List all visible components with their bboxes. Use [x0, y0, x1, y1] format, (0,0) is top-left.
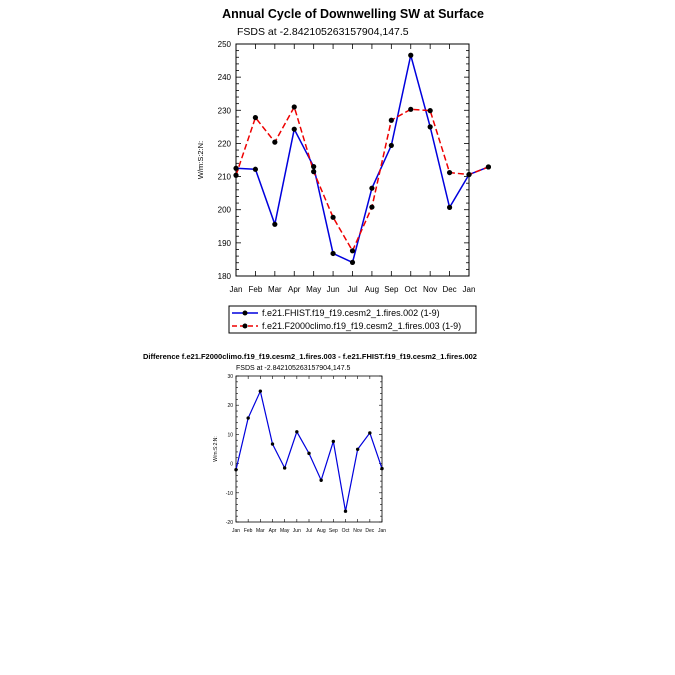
chart1-plot-frame: [236, 44, 469, 276]
series-1-point: [253, 115, 258, 120]
chart2-ticks: [226, 374, 386, 534]
y-tick-label: 230: [217, 106, 231, 116]
x-tick-label-aug: Aug: [316, 528, 326, 534]
y-tick-label: 220: [217, 139, 231, 149]
y-tick-label: -20: [225, 520, 233, 526]
series-0-point: [428, 124, 433, 129]
x-tick-label-jul: Jul: [347, 285, 358, 294]
legend-entry-fhist: [232, 308, 440, 318]
series-line-0: [236, 55, 488, 262]
legend-marker-fhist: [243, 311, 248, 316]
y-tick-label: 250: [217, 40, 231, 49]
series-1-point: [369, 204, 374, 209]
x-tick-label-jul: Jul: [305, 528, 313, 534]
series-1-point: [466, 172, 471, 177]
series-1-point: [447, 170, 452, 175]
series-0-point: [233, 166, 238, 171]
series-0-point: [350, 260, 355, 265]
x-tick-label-feb: Feb: [248, 285, 263, 294]
series-0-point: [369, 186, 374, 191]
series-0-point: [295, 430, 298, 433]
series-0-point: [389, 143, 394, 148]
difference-chart: [143, 352, 477, 534]
x-tick-label-may: May: [306, 285, 322, 294]
y-tick-label: 240: [217, 73, 231, 83]
series-line-1: [236, 107, 488, 251]
x-tick-label-jan: Jan: [377, 528, 387, 534]
series-1-point: [311, 169, 316, 174]
chart1-subtitle: FSDS at -2.842105263157904,147.5: [237, 26, 409, 38]
chart2-title: Difference f.e21.F2000climo.f19_f19.cesm2_1.fires.003 - f.e21.FHIST.f19_f19.cesm2_1.fires.002: [143, 352, 477, 361]
legend-marker-f2000climo: [243, 324, 248, 329]
annual-cycle-chart: [196, 7, 491, 333]
y-tick-label: 30: [227, 374, 233, 380]
chart1-legend: [229, 306, 476, 333]
x-tick-label-jan: Jan: [462, 285, 476, 294]
series-0-point: [253, 167, 258, 172]
y-tick-label: 180: [217, 272, 231, 281]
chart2-series: [234, 389, 383, 512]
chart1-series: [233, 53, 491, 265]
series-1-point: [350, 248, 355, 253]
series-0-point: [246, 416, 249, 419]
x-tick-label-oct: Oct: [341, 528, 350, 534]
chart1-y-axis-label: W/m:S:2:N:: [196, 140, 205, 180]
series-1-point: [389, 118, 394, 123]
y-tick-label: 20: [227, 403, 233, 410]
x-tick-label-sep: Sep: [328, 528, 338, 534]
x-tick-label-dec: Dec: [442, 285, 457, 294]
x-tick-label-dec: Dec: [365, 528, 375, 534]
y-tick-label: 200: [217, 205, 231, 215]
x-tick-label-jan: Jan: [231, 528, 241, 534]
x-tick-label-jun: Jun: [292, 528, 301, 534]
series-0-point: [447, 205, 452, 210]
chart2-subtitle: FSDS at -2.842105263157904,147.5: [236, 365, 351, 372]
series-0-point: [408, 53, 413, 58]
series-0-point: [332, 440, 335, 443]
series-0-point: [271, 442, 274, 445]
series-0-point: [292, 127, 297, 132]
series-0-point: [330, 251, 335, 256]
x-tick-label-nov: Nov: [423, 285, 438, 294]
x-tick-label-feb: Feb: [243, 528, 253, 534]
x-tick-label-sep: Sep: [384, 285, 399, 294]
x-tick-label-mar: Mar: [256, 528, 265, 534]
x-tick-label-nov: Nov: [353, 528, 363, 534]
series-0-point: [356, 448, 359, 451]
x-tick-label-aug: Aug: [364, 285, 380, 294]
series-0-point: [319, 479, 322, 482]
y-tick-label: 210: [217, 172, 231, 182]
chart1-title: Annual Cycle of Downwelling SW at Surface: [222, 7, 484, 21]
y-tick-label: -10: [225, 490, 233, 497]
x-tick-label-oct: Oct: [404, 285, 417, 294]
chart2-y-axis-label: W/m:S:2:N:: [213, 436, 219, 462]
series-0-point: [368, 431, 371, 434]
series-1-point: [428, 108, 433, 113]
x-tick-label-jan: Jan: [229, 285, 243, 294]
legend-label-fhist: f.e21.FHIST.f19_f19.cesm2_1.fires.002 (1-9): [262, 308, 440, 318]
y-tick-label: 10: [227, 432, 233, 439]
series-0-point: [344, 509, 347, 512]
x-tick-label-may: May: [279, 528, 290, 534]
series-1-point: [292, 104, 297, 109]
x-tick-label-jun: Jun: [326, 285, 340, 294]
series-0-point: [283, 466, 286, 469]
series-0-point: [272, 222, 277, 227]
y-tick-label: 190: [217, 238, 231, 248]
x-tick-label-mar: Mar: [267, 285, 282, 294]
series-1-point: [272, 140, 277, 145]
series-0-point: [380, 467, 383, 470]
series-0-point: [234, 468, 237, 471]
series-1-point: [330, 215, 335, 220]
series-1-point: [486, 164, 491, 169]
series-0-point: [311, 164, 316, 169]
series-line-0: [236, 391, 382, 511]
series-1-point: [408, 107, 413, 112]
series-0-point: [307, 452, 310, 455]
x-tick-label-apr: Apr: [288, 285, 301, 294]
series-1-point: [233, 173, 238, 178]
y-tick-label: 0: [230, 461, 233, 468]
x-tick-label-apr: Apr: [268, 528, 277, 534]
legend-label-f2000climo: f.e21.F2000climo.f19_f19.cesm2_1.fires.003 (1-9): [262, 321, 462, 331]
series-0-point: [259, 389, 262, 392]
legend-entry-f2000climo: [232, 321, 461, 331]
